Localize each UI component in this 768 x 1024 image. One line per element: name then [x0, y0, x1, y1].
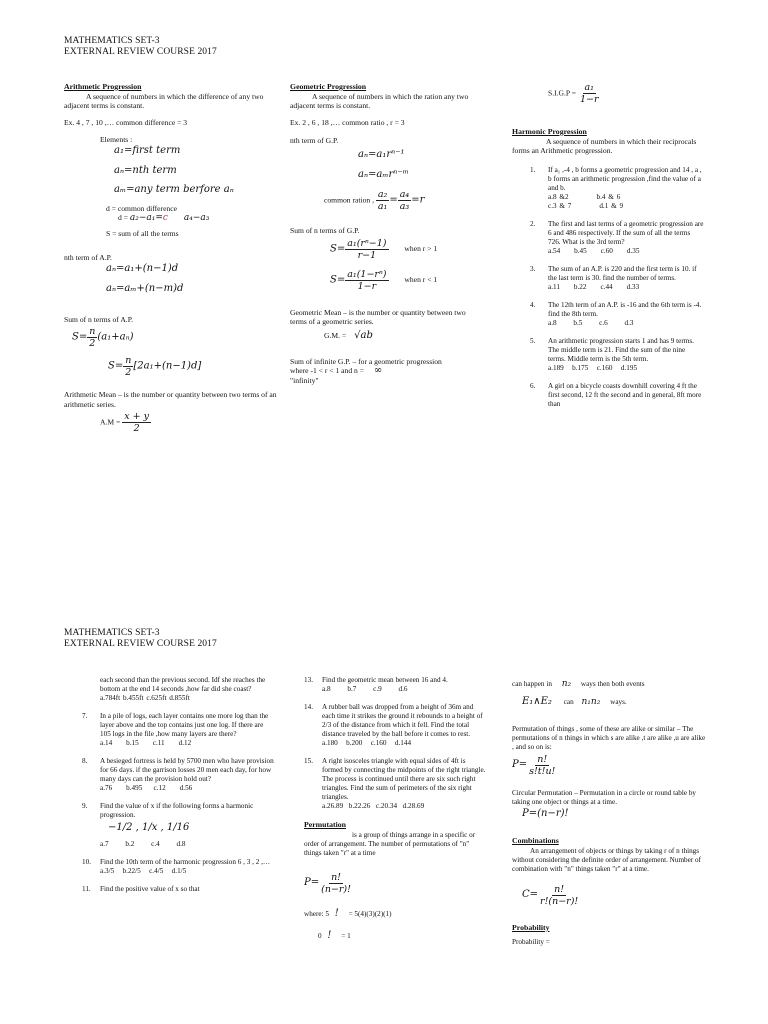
- events-text: can happen in: [512, 680, 552, 688]
- gp-example: Ex. 2 , 6 , 18 ,… common ratio , r = 3: [290, 117, 405, 127]
- page-header: [64, 36, 217, 58]
- alike-formula: [512, 754, 708, 777]
- question-item: [82, 802, 274, 849]
- zero-bang: !: [327, 930, 332, 941]
- ap-nth-formula-1: aₙ=a₁+(n−1)d: [106, 263, 179, 275]
- question-options: a.14 b.15 c.11 d.12: [100, 739, 192, 747]
- gp-ratio-d2: a₃: [399, 201, 410, 213]
- question-number: 14.: [304, 703, 313, 711]
- ap-sum-num: n: [89, 325, 96, 337]
- question-item: [82, 712, 274, 748]
- where-value: = 5(4)(3)(2)(1): [348, 910, 392, 918]
- question-number: 2.: [530, 219, 536, 228]
- zero-label: 0: [318, 932, 322, 940]
- right-column-p1: [512, 82, 704, 418]
- question-number: 9.: [82, 802, 88, 810]
- question-item: [530, 382, 704, 409]
- gp-ratio-label: common ration ,: [324, 195, 374, 205]
- page-2-header: [64, 628, 217, 650]
- question-text: A besieged fortress is held by 5700 men who have provision for 66 days. if the garrison losses 20 men each day, for how many days can the provision hold out?: [100, 757, 274, 783]
- p2-column-1: [82, 676, 274, 903]
- events-ways: ways.: [610, 698, 627, 706]
- questions-13-15: [304, 676, 486, 811]
- gp-sum1-num: a₁(rⁿ−1): [347, 237, 387, 249]
- ap-sum-den: 2: [89, 337, 96, 349]
- question-item: [304, 703, 486, 748]
- perm-den: (n−r)!: [321, 884, 351, 895]
- ap-d-eq-c: c: [162, 213, 168, 224]
- question-options: a.76 b.495 c.12 d.56: [100, 784, 193, 792]
- header-2-line-1: MATHEMATICS SET-3: [64, 628, 160, 638]
- question-number: 4.: [530, 300, 536, 309]
- questions-7-11: [82, 712, 274, 894]
- question-item: [82, 757, 274, 793]
- ap-section: [64, 82, 278, 434]
- alike-definition: Permutation of things , some of these are alike or similar – The permutations of n things in which s are alike ,t are alike ,u are alike , and so on is:: [512, 725, 706, 751]
- question-item: [304, 676, 486, 694]
- question-number: 8.: [82, 757, 88, 765]
- where-label: where: 5: [304, 910, 329, 918]
- sigp-den: 1−r: [579, 94, 599, 105]
- ap-d-eq1: a₂−a₁=: [129, 213, 163, 224]
- permutation-definition: is a group of things arrange in a specific or order of arrangement. The number of permutations of "n" things taken "r" at a time: [304, 831, 476, 857]
- gp-sum-formula-2: [290, 269, 480, 292]
- gp-gm-label: G.M. =: [324, 330, 347, 340]
- ap-d-label: d =: [118, 213, 128, 223]
- ap-d-equation: [64, 213, 278, 224]
- events-both-line: [512, 697, 708, 707]
- ap-am-num: x + y: [124, 411, 149, 423]
- question-item: [82, 885, 274, 894]
- ap-element-first-term: a₁=first term: [114, 144, 181, 156]
- p2-column-3: [512, 676, 708, 947]
- question-text: A rubber ball was dropped from a height of 36m and each time it strikes the ground it rebounds to a height of 2/3 of the distance from which it fell. Find the total distance traveled by the ball before it comes to rest.: [322, 703, 483, 738]
- hp-definition: A sequence of numbers in which their reciprocals forms an Arithmetic progression.: [512, 136, 697, 156]
- ap-sum2-s: S=: [108, 360, 124, 372]
- header-line-2: EXTERNAL REVIEW COURSE 2017: [64, 47, 217, 57]
- ap-mean-formula: [64, 411, 278, 434]
- question-text: The first and last terms of a geometric progression are 6 and 486 respectively. If the sum of all the terms 726. What is the 3rd term?: [548, 219, 704, 246]
- ap-element-any-term: aₘ=any term berfore aₙ: [114, 184, 234, 196]
- gp-infinity-word: "infinity": [290, 375, 319, 385]
- ap-nth-formula-2: aₙ=aₘ+(n−m)d: [106, 282, 184, 294]
- permutation-formula: [304, 872, 486, 895]
- ap-s-definition: S = sum of all the terms: [106, 228, 179, 238]
- gp-ratio-formula: common ration , $\frac{\text{a₂}}{\text{a₁}}$ = $\frac{\text{a₄}}{\text{a₃}}$ =r: [324, 189, 425, 213]
- gp-title: Geometric Progression: [290, 82, 367, 91]
- circular-definition: Circular Permutation – Permutation in a circle or round table by taking one object or things at a time.: [512, 789, 697, 806]
- question-number: 10.: [82, 858, 91, 866]
- question-item: [530, 337, 704, 373]
- question-text: Find the geometric mean between 16 and 4.: [322, 676, 448, 684]
- ap-sum-formula-1: [64, 326, 278, 349]
- question-text: A right isosceles triangle with equal sides of 4ft is formed by connecting the midpoints of the right triangle. The process is continued until there are six such right triangles. Find the sum of perimeters of the six right triangles.: [322, 757, 486, 801]
- gp-sum1-den: r−1: [357, 249, 377, 261]
- ap-title: Arithmetic Progression: [64, 82, 142, 91]
- question-item: [304, 757, 486, 811]
- gp-ratio-n1: a₂: [377, 189, 388, 201]
- circular-formula: P=(n−r)!: [522, 808, 569, 819]
- zero-value: = 1: [341, 932, 351, 940]
- alike-den: s!t!u!: [529, 766, 556, 777]
- question-options: a.180 b.200 c.160 d.144: [322, 739, 412, 747]
- question-text: A girl on a bicycle coasts downhill covering 4 ft the first second, 12 ft the second and in general, 8ft more than: [548, 381, 702, 408]
- q6-options: a.784ft b.455ft c.625ft d.855ft: [100, 694, 190, 702]
- gp-sum2-num: a₁(1−rⁿ): [347, 268, 387, 280]
- comb-num: n!: [554, 884, 565, 895]
- perm-num: n!: [331, 872, 341, 883]
- question-number: 11.: [82, 885, 91, 893]
- events-e1-e2: E₁∧E₂: [522, 696, 552, 707]
- ap-nth-label: nth term of A.P.: [64, 252, 112, 262]
- infinity-symbol: ∞: [373, 365, 383, 377]
- gp-sum-label: Sum of n terms of G.P.: [290, 226, 360, 236]
- events-n2: n₂: [561, 679, 572, 689]
- sigp-num: a₁: [584, 82, 594, 93]
- question-item: [530, 166, 704, 211]
- question-options: a.7 b.2 c.4 d.8: [100, 840, 186, 848]
- ap-d-definition: d = common difference: [106, 203, 177, 213]
- gp-section: [290, 82, 480, 385]
- comb-c: C=: [522, 889, 539, 901]
- gp-sum1-cond: when r > 1: [404, 244, 438, 253]
- question-text: Find the value of x if the following forms a harmonic progression.: [100, 802, 254, 819]
- question-text: The sum of an A.P. is 220 and the first term is 10. if the last term is 30. find the number of terms.: [548, 264, 697, 282]
- gp-infinite-text: Sum of infinite G.P. – for a geometric progression where -1 < r < 1 and n =: [290, 356, 442, 376]
- gp-nth-label: nth term of G.P.: [290, 136, 339, 146]
- ap-sum-s: S=: [72, 331, 88, 343]
- question-number: 15.: [304, 757, 313, 765]
- ap-am-den: 2: [133, 423, 140, 435]
- question-text: Find the 10th term of the harmonic progression 6 , 3 , 2 ,…: [100, 858, 271, 866]
- question-options: a.3/5 b.22/5 c.4/5 d.1/5: [100, 867, 187, 875]
- gp-mean-formula: [290, 331, 480, 341]
- ap-elements-label: Elements :: [100, 135, 133, 145]
- sigp-label: S.I.G.P =: [548, 88, 577, 98]
- events-line: [512, 680, 708, 689]
- q6-continued: each second than the previous second. Idf she reaches the bottom at the end 14 seconds ,how far did she coast?: [100, 676, 266, 693]
- gp-ratio-tail: =r: [411, 194, 425, 206]
- ap-sum2-num: n: [125, 354, 132, 366]
- ap-sum-tail: (a₁+aₙ): [97, 331, 134, 343]
- question-item: [530, 220, 704, 256]
- gp-mean-definition: Geometric Mean – is the number or quantity between two terms of a geometric series.: [290, 307, 466, 327]
- ap-sum2-den: 2: [125, 366, 132, 378]
- question-number: 5.: [530, 336, 536, 345]
- harmonic-sequence: −1/2 , 1/x , 1/16: [108, 822, 190, 833]
- question-number: 13.: [304, 676, 313, 684]
- ap-element-nth-term: aₙ=nth term: [114, 164, 177, 176]
- question-number: 6.: [530, 381, 536, 390]
- gp-gm-value: √ab: [354, 329, 373, 341]
- question-text: In a pile of logs, each layer contains one more log than the layer above and the top contains just one log. If there are 105 logs in the file ,how many layers are there?: [100, 712, 269, 738]
- question-item: [530, 301, 704, 328]
- combinations-title: Combinations: [512, 836, 559, 845]
- question-number: 3.: [530, 264, 536, 273]
- perm-p: P=: [304, 877, 320, 889]
- question-options: a.26.89 b.22.26 c.20.34 d.28.69: [322, 802, 425, 810]
- events-tail: ways then both events: [580, 680, 645, 688]
- gp-sum2-s: S=: [330, 274, 346, 285]
- page-2: [0, 512, 768, 1024]
- gp-ratio-d1: a₁: [377, 201, 388, 213]
- question-text: The 12th term of an A.P. is -16 and the 6th term is -4. find the 8th term.: [548, 300, 702, 318]
- question-number: 1.: [530, 165, 536, 174]
- question-options: a.54 b.45 c.60 d.35: [548, 246, 640, 255]
- gp-nth-formula-1: aₙ=a₁rⁿ⁻¹: [358, 148, 405, 160]
- question-text: An arithmetic progression starts 1 and has 9 terms. The middle term is 21. Find the sum of the nine terms. Middle term is the 5th term.: [548, 336, 694, 363]
- header-2-line-2: EXTERNAL REVIEW COURSE 2017: [64, 639, 217, 649]
- question-item: [82, 858, 274, 876]
- sigp-formula: [512, 82, 704, 105]
- ap-sum2-tail: [2a₁+(n−1)d]: [133, 360, 202, 372]
- ap-mean-definition: Arithmetic Mean – is the number or quantity between two terms of an arithmetic series.: [64, 389, 277, 409]
- ap-am-label: A.M =: [100, 417, 121, 427]
- permutation-title: Permutation: [304, 820, 347, 829]
- question-item: [530, 265, 704, 292]
- events-n1n2: n₁n₂: [581, 697, 601, 707]
- gp-sum1-s: S=: [330, 243, 346, 254]
- ap-d-eq2: a₄−a₃: [183, 213, 210, 224]
- question-text: Find the positive value of x so that: [100, 885, 200, 893]
- combinations-formula: [512, 884, 708, 907]
- gp-definition: A sequence of numbers in which the ration any two adjacent terms is constant.: [290, 91, 469, 111]
- probability-title: Probability: [512, 923, 550, 932]
- combinations-definition: An arrangement of objects or things by taking r of n things without considering the definite order of arrangement. Number of combination with "n" things taken "r" at a time.: [512, 847, 702, 873]
- gp-sum2-cond: when r < 1: [404, 275, 438, 284]
- question-number: 7.: [82, 712, 88, 720]
- where-bang: !: [334, 908, 339, 919]
- events-can: can: [563, 698, 574, 706]
- zero-factorial-line: [304, 931, 486, 941]
- ap-sum-label: Sum of n terms of A.P.: [64, 315, 133, 325]
- gp-nth-formula-2: aₙ=aₘrⁿ⁻ᵐ: [358, 168, 409, 180]
- header-line-1: MATHEMATICS SET-3: [64, 36, 160, 46]
- question-options: a.8 &2 b.4 & 6 c.3 & 7 d.1 & 9: [548, 192, 624, 210]
- where-line: [304, 909, 486, 919]
- question-options: a.189 b.175 c.160 d.195: [548, 363, 638, 372]
- hp-title: Harmonic Progression: [512, 127, 587, 136]
- alike-num: n!: [537, 754, 548, 765]
- gp-sum2-den: 1−r: [357, 280, 377, 292]
- p2-column-2: [304, 676, 486, 941]
- gp-ratio-n2: a₄: [399, 189, 410, 201]
- ap-example: Ex. 4 , 7 , 10 ,… common difference = 3: [64, 117, 188, 127]
- alike-p: P=: [512, 759, 528, 771]
- question-options: a.11 b.22 c.44 d.33: [548, 282, 640, 291]
- ap-sum-formula-2: [64, 355, 278, 378]
- probability-definition: Probability =: [512, 938, 550, 946]
- gp-infinite-definition: [290, 357, 450, 376]
- comb-den: r!(n−r)!: [540, 896, 579, 907]
- question-options: a.8 b.5 c.6 d.3: [548, 318, 634, 327]
- ap-definition: A sequence of numbers in which the difference of any two adjacent terms is constant.: [64, 91, 264, 111]
- gp-sum-formula-1: [290, 238, 480, 261]
- question-text: If a₁ ,-4 , b forms a geometric progression and 14 , a , b forms an arithmetic progression ,find the value of a and b.: [548, 165, 702, 192]
- question-options: a.8 b.7 c.9 d.6: [322, 685, 408, 693]
- questions-1-6: [512, 166, 704, 409]
